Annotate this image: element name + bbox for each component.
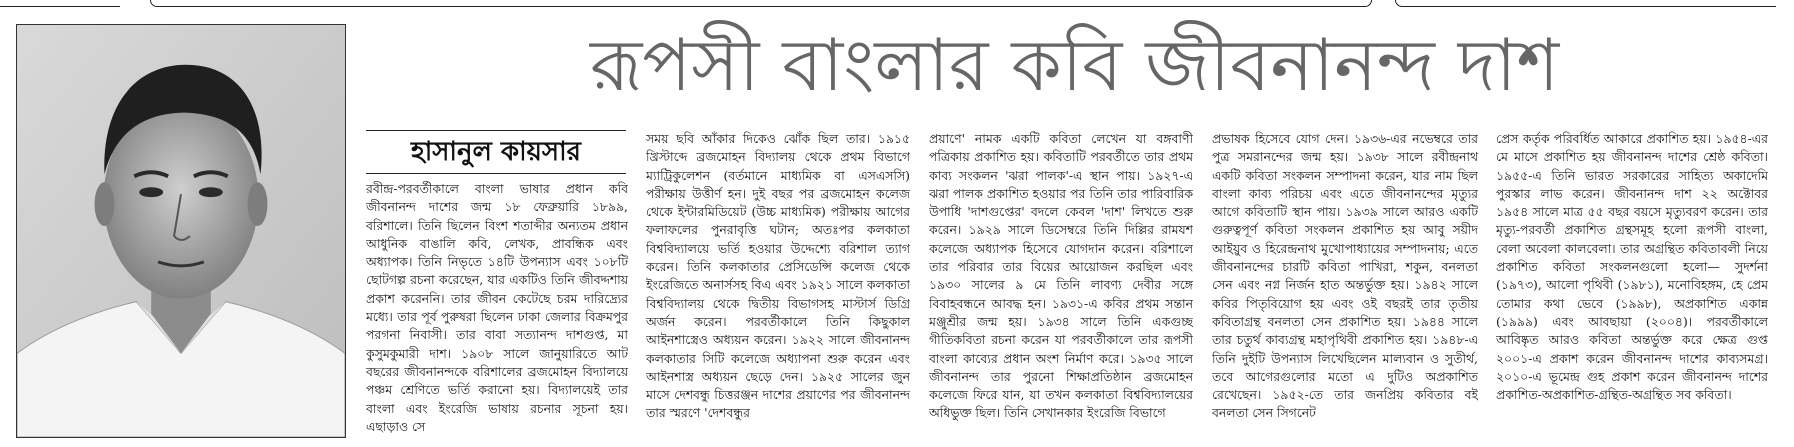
column-5-text: প্রেস কর্তৃক পরিবর্ধিত আকারে প্রকাশিত হয়। ১৯৫৪-এর মে মাসে প্রকাশিত হয় জীবনানন্দ দাশের শ্রেষ্ঠ কবিতা। ১৯৫৫-এ তিনি ভারত সরকারের সাহিত্য অকাদেমি পুরস্কার লাভ করেন। জীবনানন্দ দাশ ২২ অক্টোবর ১৯৫৪ সালে মাত্র ৫৫ বছর বয়সে মৃত্যুবরণ করেন। তার মৃত্যু-পরবর্তী প্রকাশিত গ্রন্থসমূহ হলো রূপসী বাংলা, বেলা অবেলা কালবেলা। তার অগ্রন্থিত কবিতাবলী নিয়ে প্রকাশিত কবিতা সংকলনগুলো হলো— সুদর্শনা (১৯৭৩), আলো পৃথিবী (১৯৮১), মনোবিহঙ্গম, হে প্রেম তোমার কথা ভেবে (১৯৯৮), অপ্রকাশিত একান্ন (১৯৯৯) এবং আবছায়া (২০০৪)। পরবর্তীকালে আবিষ্কৃত আরও কবিতা অন্তর্ভুক্ত করে ক্ষেত্র গুপ্ত ২০০১-এ প্রকাশ করেন জীবনানন্দ দাশের কাব্যসমগ্র। ২০১০-এ ভূমেন্দ্র গুহ প্রকাশ করেন জীবনানন্দ দাশের প্রকাশিত-অপ্রকাশিত-গ্রন্থিত-অগ্রন্থিত সব কবিতা। bbox=[1496, 131, 1768, 403]
page-top-rule bbox=[0, 0, 1794, 8]
article-column-1 bbox=[366, 180, 628, 442]
column-3-text: প্রয়াণে' নামক একটি কবিতা লেখেন যা বঙ্গবাণী পত্রিকায় প্রকাশিত হয়। কবিতাটি পরবর্তীতে তার প্রথম কাব্য সংকলন 'ঝরা পালক'-এ স্থান পায়। ১৯২৭-এ ঝরা পালক প্রকাশিত হওয়ার পর তিনি তার পারিবারিক উপাধি 'দাশগুপ্তের' বদলে কেবল 'দাশ' লিখতে শুরু করেন। ১৯২৯ সালে ডিসেম্বরে তিনি দিল্লির রামযশ কলেজে অধ্যাপক হিসেবে যোগদান করেন। বরিশালে তার পরিবার তার বিয়ের আয়োজন করছিল এবং ১৯৩০ সালের ৯ মে তিনি লাবণ্য দেবীর সঙ্গে বিবাহবন্ধনে আবদ্ধ হন। ১৯৩১-এ কবির প্রথম সন্তান মঞ্জুশ্রীর জন্ম হয়। ১৯৩৪ সালে তিনি একগুচ্ছ গীতিকবিতা রচনা করেন যা পরবর্তীকালে তার রূপসী বাংলা কাব্যের প্রধান অংশ নির্মাণ করে। ১৯৩৫ সালে জীবনানন্দ তার পুরনো শিক্ষাপ্রতিষ্ঠান ব্রজমোহন কলেজে ফিরে যান, যা তখন কলকাতা বিশ্ববিদ্যালয়ের অধিভুক্ত ছিল। তিনি সেখানকার ইংরেজি বিভাগে bbox=[929, 131, 1193, 421]
column-4-text: প্রভাষক হিসেবে যোগ দেন। ১৯৩৬-এর নভেম্বরে তার পুত্র সমরানন্দের জন্ম হয়। ১৯৩৮ সালে রবীন্দ্রনাথ একটি কবিতা সংকলন সম্পাদনা করেন, যার নাম ছিল বাংলা কাব্য পরিচয় এবং এতে জীবনানন্দের মৃত্যুর আগে কবিতাটি স্থান পায়। ১৯৩৯ সালে আরও একটি গুরুত্বপূর্ণ কবিতা সংকলন প্রকাশিত হয় আবু সয়ীদ আইয়ুব ও হিরেন্দ্রনাথ মুখোপাধ্যায়ের সম্পাদনায়; এতে জীবনানন্দের চারটি কবিতা পাখিরা, শকুন, বনলতা সেন এবং নগ্ন নির্জন হাত অন্তর্ভুক্ত হয়। ১৯৪২ সালে কবির পিতৃবিয়োগ হয় এবং ওই বছরই তার তৃতীয় কবিতাগ্রন্থ বনলতা সেন প্রকাশিত হয়। ১৯৪৪ সালে তার চতুর্থ কাব্যগ্রন্থ মহাপৃথিবী প্রকাশিত হয়। ১৯৪৮-এ তিনি দুইটি উপন্যাস লিখেছিলেন মাল্যবান ও সুতীর্থ, তবে আগেরগুলোর মতো এ দুটিও অপ্রকাশিত রেখেছেন। ১৯৫২-তে তার জনপ্রিয় কবিতার বই বনলতা সেন সিগনেট bbox=[1212, 131, 1478, 421]
article-column-5 bbox=[1496, 130, 1768, 442]
author-byline: হাসানুল কায়সার bbox=[366, 130, 626, 174]
top-rule-left bbox=[0, 0, 120, 7]
article-column-4 bbox=[1212, 130, 1478, 442]
portrait-photo bbox=[16, 24, 346, 438]
article-column-3 bbox=[929, 130, 1193, 442]
top-rule-middle bbox=[150, 0, 1372, 7]
headline: রূপসী বাংলার কবি জীবনানন্দ দাশ bbox=[590, 23, 1560, 107]
column-2-text: সময় ছবি আঁকার দিকেও ঝোঁক ছিল তার। ১৯১৫ খ্রিস্টাব্দে ব্রজমোহন বিদ্যালয় থেকে প্রথম বিভাগে ম্যাট্রিকুলেশন (বর্তমানে মাধ্যমিক বা এসএসসি) পরীক্ষায় উত্তীর্ণ হন। দুই বছর পর ব্রজমোহন কলেজ থেকে ইন্টারমিডিয়েট (উচ্চ মাধ্যমিক) পরীক্ষায় আগের ফলাফলের পুনরাবৃত্তি ঘটান; অতঃপর কলকাতা বিশ্ববিদ্যালয়ে ভর্তি হওয়ার উদ্দেশ্যে বরিশাল ত্যাগ করেন। তিনি কলকাতার প্রেসিডেন্সি কলেজ থেকে ইংরেজিতে অনার্সসহ বিএ এবং ১৯২১ সালে কলকাতা বিশ্ববিদ্যালয় থেকে দ্বিতীয় বিভাগসহ মাস্টার্স ডিগ্রি অর্জন করেন। পরবর্তীকালে তিনি কিছুকাল আইনশাস্ত্রেও অধ্যয়ন করেন। ১৯২২ সালে জীবনানন্দ কলকাতার সিটি কলেজে অধ্যাপনা শুরু করেন এবং আইনশাস্ত্র অধ্যয়ন ছেড়ে দেন। ১৯২৫ সালের জুন মাসে দেশবন্ধু চিত্তরঞ্জন দাশের প্রয়াণের পর জীবনানন্দ তার স্মরণে 'দেশবন্ধুর bbox=[646, 131, 910, 421]
top-rule-right bbox=[1395, 0, 1776, 7]
portrait-illustration-icon bbox=[17, 25, 345, 437]
article-column-2 bbox=[646, 130, 910, 442]
column-1-text: রবীন্দ্র-পরবর্তীকালে বাংলা ভাষার প্রধান কবি জীবনানন্দ দাশের জন্ম ১৮ ফেব্রুয়ারি ১৮৯৯, বরিশালে। তিনি ছিলেন বিংশ শতাব্দীর অন্যতম প্রধান আধুনিক বাঙালি কবি, লেখক, প্রাবন্ধিক এবং অধ্যাপক। তিনি নিভৃতে ১৪টি উপন্যাস এবং ১০৮টি ছোটগল্প রচনা করেছেন, যার একটিও তিনি জীবদ্দশায় প্রকাশ করেননি। তার জীবন কেটেছে চরম দারিদ্র্যের মধ্যে। তার পূর্ব পুরুষরা ছিলেন ঢাকা জেলার বিক্রমপুর পরগনা নিবাসী। তার বাবা সত্যানন্দ দাশগুপ্ত, মা কুসুমকুমারী দাশ। ১৯০৮ সালে জানুয়ারিতে আট বছরের জীবনানন্দকে বরিশালের ব্রজমোহন বিদ্যালয়ে পঞ্চম শ্রেণিতে ভর্তি করানো হয়। বিদ্যালয়েই তার বাংলা এবং ইংরেজি ভাষায় রচনার সূচনা হয়। এছাড়াও সে bbox=[366, 181, 628, 434]
